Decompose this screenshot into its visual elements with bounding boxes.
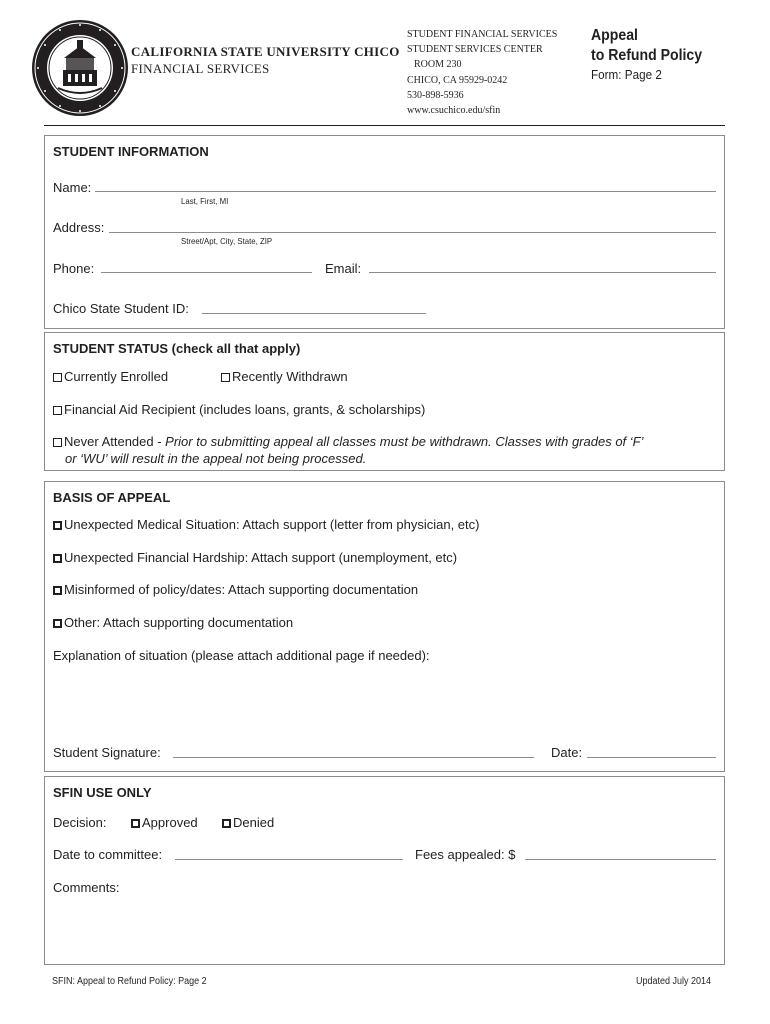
recently-withdrawn-option[interactable]: [221, 369, 348, 384]
option-label: Never Attended -: [64, 434, 166, 449]
form-title-line1: Appeal: [591, 27, 638, 44]
student-information-section: [44, 135, 725, 329]
option-label: Other: Attach supporting documentation: [64, 615, 294, 630]
office-line: CHICO, CA 95929-0242: [407, 74, 508, 86]
footer-form-name: SFIN: Appeal to Refund Policy: Page 2: [52, 976, 207, 987]
section-title: BASIS OF APPEAL: [53, 490, 171, 505]
student-id-label: Chico State Student ID:: [53, 301, 189, 316]
student-status-section: [44, 332, 725, 471]
signature-label: Student Signature:: [53, 745, 161, 760]
date-label: Date:: [551, 745, 583, 760]
explanation-label: Explanation of situation (please attach additional page if needed):: [53, 648, 430, 663]
office-line: ROOM 230: [414, 59, 462, 71]
address-hint: Street/Apt, City, State, ZIP: [181, 236, 273, 246]
phone-label: Phone:: [53, 261, 95, 276]
checkbox-icon[interactable]: [221, 373, 230, 382]
never-attended-note-continued: or ‘WU’ will result in the appeal not being processed.: [65, 451, 367, 466]
option-label: Misinformed of policy/dates: Attach supporting documentation: [64, 582, 419, 597]
never-attended-note: Prior to submitting appeal all classes must be withdrawn. Classes with grades of ‘F’: [165, 434, 644, 449]
option-label: Denied: [233, 815, 275, 830]
checkbox-icon[interactable]: [53, 438, 62, 447]
office-website: www.csuchico.edu/sfin: [407, 104, 501, 116]
email-label: Email:: [325, 261, 362, 276]
other-option[interactable]: [53, 615, 293, 630]
never-attended-option[interactable]: [53, 434, 644, 449]
checkbox-icon[interactable]: [53, 586, 62, 595]
name-label: Name:: [53, 180, 92, 195]
checkbox-icon[interactable]: [53, 521, 62, 530]
checkbox-icon[interactable]: [53, 373, 62, 382]
form-title: [591, 26, 702, 66]
name-field[interactable]: [95, 191, 716, 192]
financial-hardship-option[interactable]: [53, 550, 457, 565]
decision-label: Decision:: [53, 815, 107, 830]
checkbox-icon[interactable]: [53, 406, 62, 415]
checkbox-icon[interactable]: [53, 554, 62, 563]
fees-appealed-field[interactable]: [525, 859, 716, 860]
university-seal-icon: [30, 18, 130, 118]
office-line: STUDENT SERVICES CENTER: [407, 44, 543, 56]
fees-appealed-label: Fees appealed: $: [415, 847, 516, 862]
office-line: 530-898-5936: [407, 89, 464, 101]
approved-option[interactable]: [131, 815, 198, 830]
office-line: STUDENT FINANCIAL SERVICES: [407, 29, 558, 40]
committee-date-label: Date to committee:: [53, 847, 163, 862]
checkbox-icon[interactable]: [53, 619, 62, 628]
section-title: SFIN USE ONLY: [53, 785, 152, 800]
option-label: Financial Aid Recipient (includes loans, grants, & scholarships): [64, 402, 426, 417]
section-title: STUDENT INFORMATION: [53, 144, 209, 159]
option-label: Unexpected Financial Hardship: Attach support (unemployment, etc): [64, 550, 458, 565]
option-label: Currently Enrolled: [64, 369, 169, 384]
basis-of-appeal-section: [44, 481, 725, 772]
denied-option[interactable]: [222, 815, 274, 830]
checkbox-icon[interactable]: [222, 819, 231, 828]
currently-enrolled-option[interactable]: [53, 369, 168, 384]
student-id-field[interactable]: [202, 313, 426, 314]
footer-updated-date: Updated July 2014: [636, 976, 712, 987]
department-name: FINANCIAL SERVICES: [131, 61, 270, 76]
checkbox-icon[interactable]: [131, 819, 140, 828]
signature-field[interactable]: [173, 757, 534, 758]
phone-field[interactable]: [101, 272, 312, 273]
address-label: Address:: [53, 220, 105, 235]
date-field[interactable]: [587, 757, 716, 758]
name-hint: Last, First, MI: [181, 196, 229, 206]
address-field[interactable]: [109, 232, 716, 233]
medical-situation-option[interactable]: [53, 517, 479, 532]
form-subtitle: Form: Page 2: [591, 67, 662, 82]
committee-date-field[interactable]: [175, 859, 403, 860]
sfin-use-only-section: [44, 776, 725, 965]
university-name: CALIFORNIA STATE UNIVERSITY CHICO: [131, 44, 400, 59]
misinformed-option[interactable]: [53, 582, 418, 597]
section-title: STUDENT STATUS (check all that apply): [53, 341, 301, 356]
form-title-line2: to Refund Policy: [591, 47, 703, 64]
option-label: Approved: [142, 815, 198, 830]
email-field[interactable]: [369, 272, 716, 273]
option-label: Recently Withdrawn: [232, 369, 348, 384]
financial-aid-option[interactable]: [53, 402, 425, 417]
comments-label: Comments:: [53, 880, 120, 895]
header-divider: [44, 125, 725, 126]
office-address: [407, 27, 557, 118]
option-label: Unexpected Medical Situation: Attach support (letter from physician, etc): [64, 517, 480, 532]
